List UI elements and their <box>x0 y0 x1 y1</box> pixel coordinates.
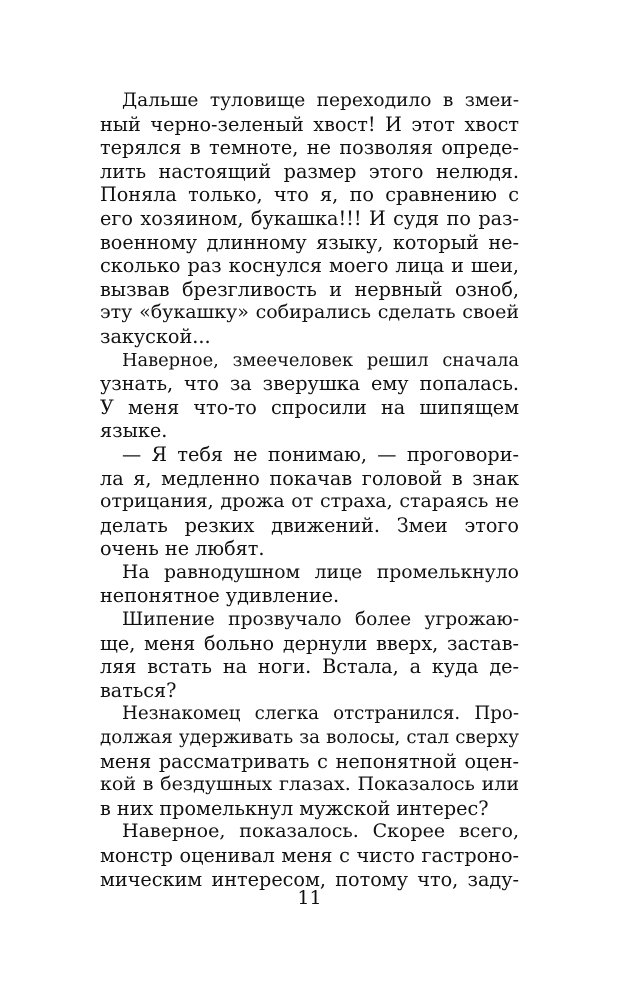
body-text <box>100 89 519 891</box>
text-line: Наверное, показалось. Скорее всего, <box>122 820 519 843</box>
text-line: У меня что-то спросили на шипящем <box>100 395 519 419</box>
text-line: терялся в темноте, не позволяя опреде- <box>100 136 519 160</box>
text-line: лить настоящий размер этого нелюдя. <box>100 159 519 183</box>
page-number: 11 <box>297 887 322 909</box>
text-line: Дальше туловище переходило в змеи- <box>122 90 519 111</box>
text-line: делать резких движений. Змеи этого <box>100 513 519 537</box>
text-line: кой в бездушных глазах. Показалось или <box>100 773 519 796</box>
text-line: закуской... <box>100 324 211 348</box>
text-line: в них промелькнул мужской интерес? <box>100 796 489 820</box>
text-line: Наверное, змеечеловек решил сначала <box>122 349 519 371</box>
text-line: очень не любят. <box>100 537 265 561</box>
text-line: военному длинному языку, который не- <box>100 230 519 254</box>
text-line: На равнодушном лице промелькнуло <box>122 561 519 583</box>
text-line: ваться? <box>100 678 177 702</box>
text-line: непонятное удивление. <box>100 584 340 608</box>
text-line: — Я тебя не понимаю, — проговори- <box>122 442 519 466</box>
text-line: отрицания, дрожа от страха, стараясь не <box>100 490 519 513</box>
text-line: языке. <box>100 419 168 443</box>
text-line: ляя встать на ноги. Встала, а куда де- <box>100 655 519 679</box>
text-line: Незнакомец слегка отстранился. Про- <box>122 703 519 725</box>
text-line: эту «букашку» собирались сделать своей <box>100 301 519 324</box>
text-line: Шипение прозвучало более угрожаю- <box>122 609 519 631</box>
text-line: ла я, медленно покачав головой в знак <box>100 466 519 490</box>
text-line: должая удерживать за волосы, стал сверху <box>100 727 519 749</box>
text-line: ще, меня больно дернули вверх, застав- <box>100 631 519 655</box>
text-line: Поняла только, что я, по сравнению с <box>100 183 519 207</box>
text-line: его хозяином, букашка!!! И судя по раз- <box>100 206 519 230</box>
text-line: вызвав брезгливость и нервный озноб, <box>100 277 519 301</box>
text-line: ный черно-зеленый хвост! И этот хвост <box>100 112 519 136</box>
text-line: меня рассматривать с непонятной оцен- <box>100 749 519 773</box>
text-line: мическим интересом, потому что, заду- <box>100 867 519 891</box>
text-line: монстр оценивал меня с чисто гастроно- <box>100 844 519 867</box>
text-line: узнать, что за зверушка ему попалась. <box>100 372 519 396</box>
text-line: сколько раз коснулся моего лица и шеи, <box>100 254 519 278</box>
